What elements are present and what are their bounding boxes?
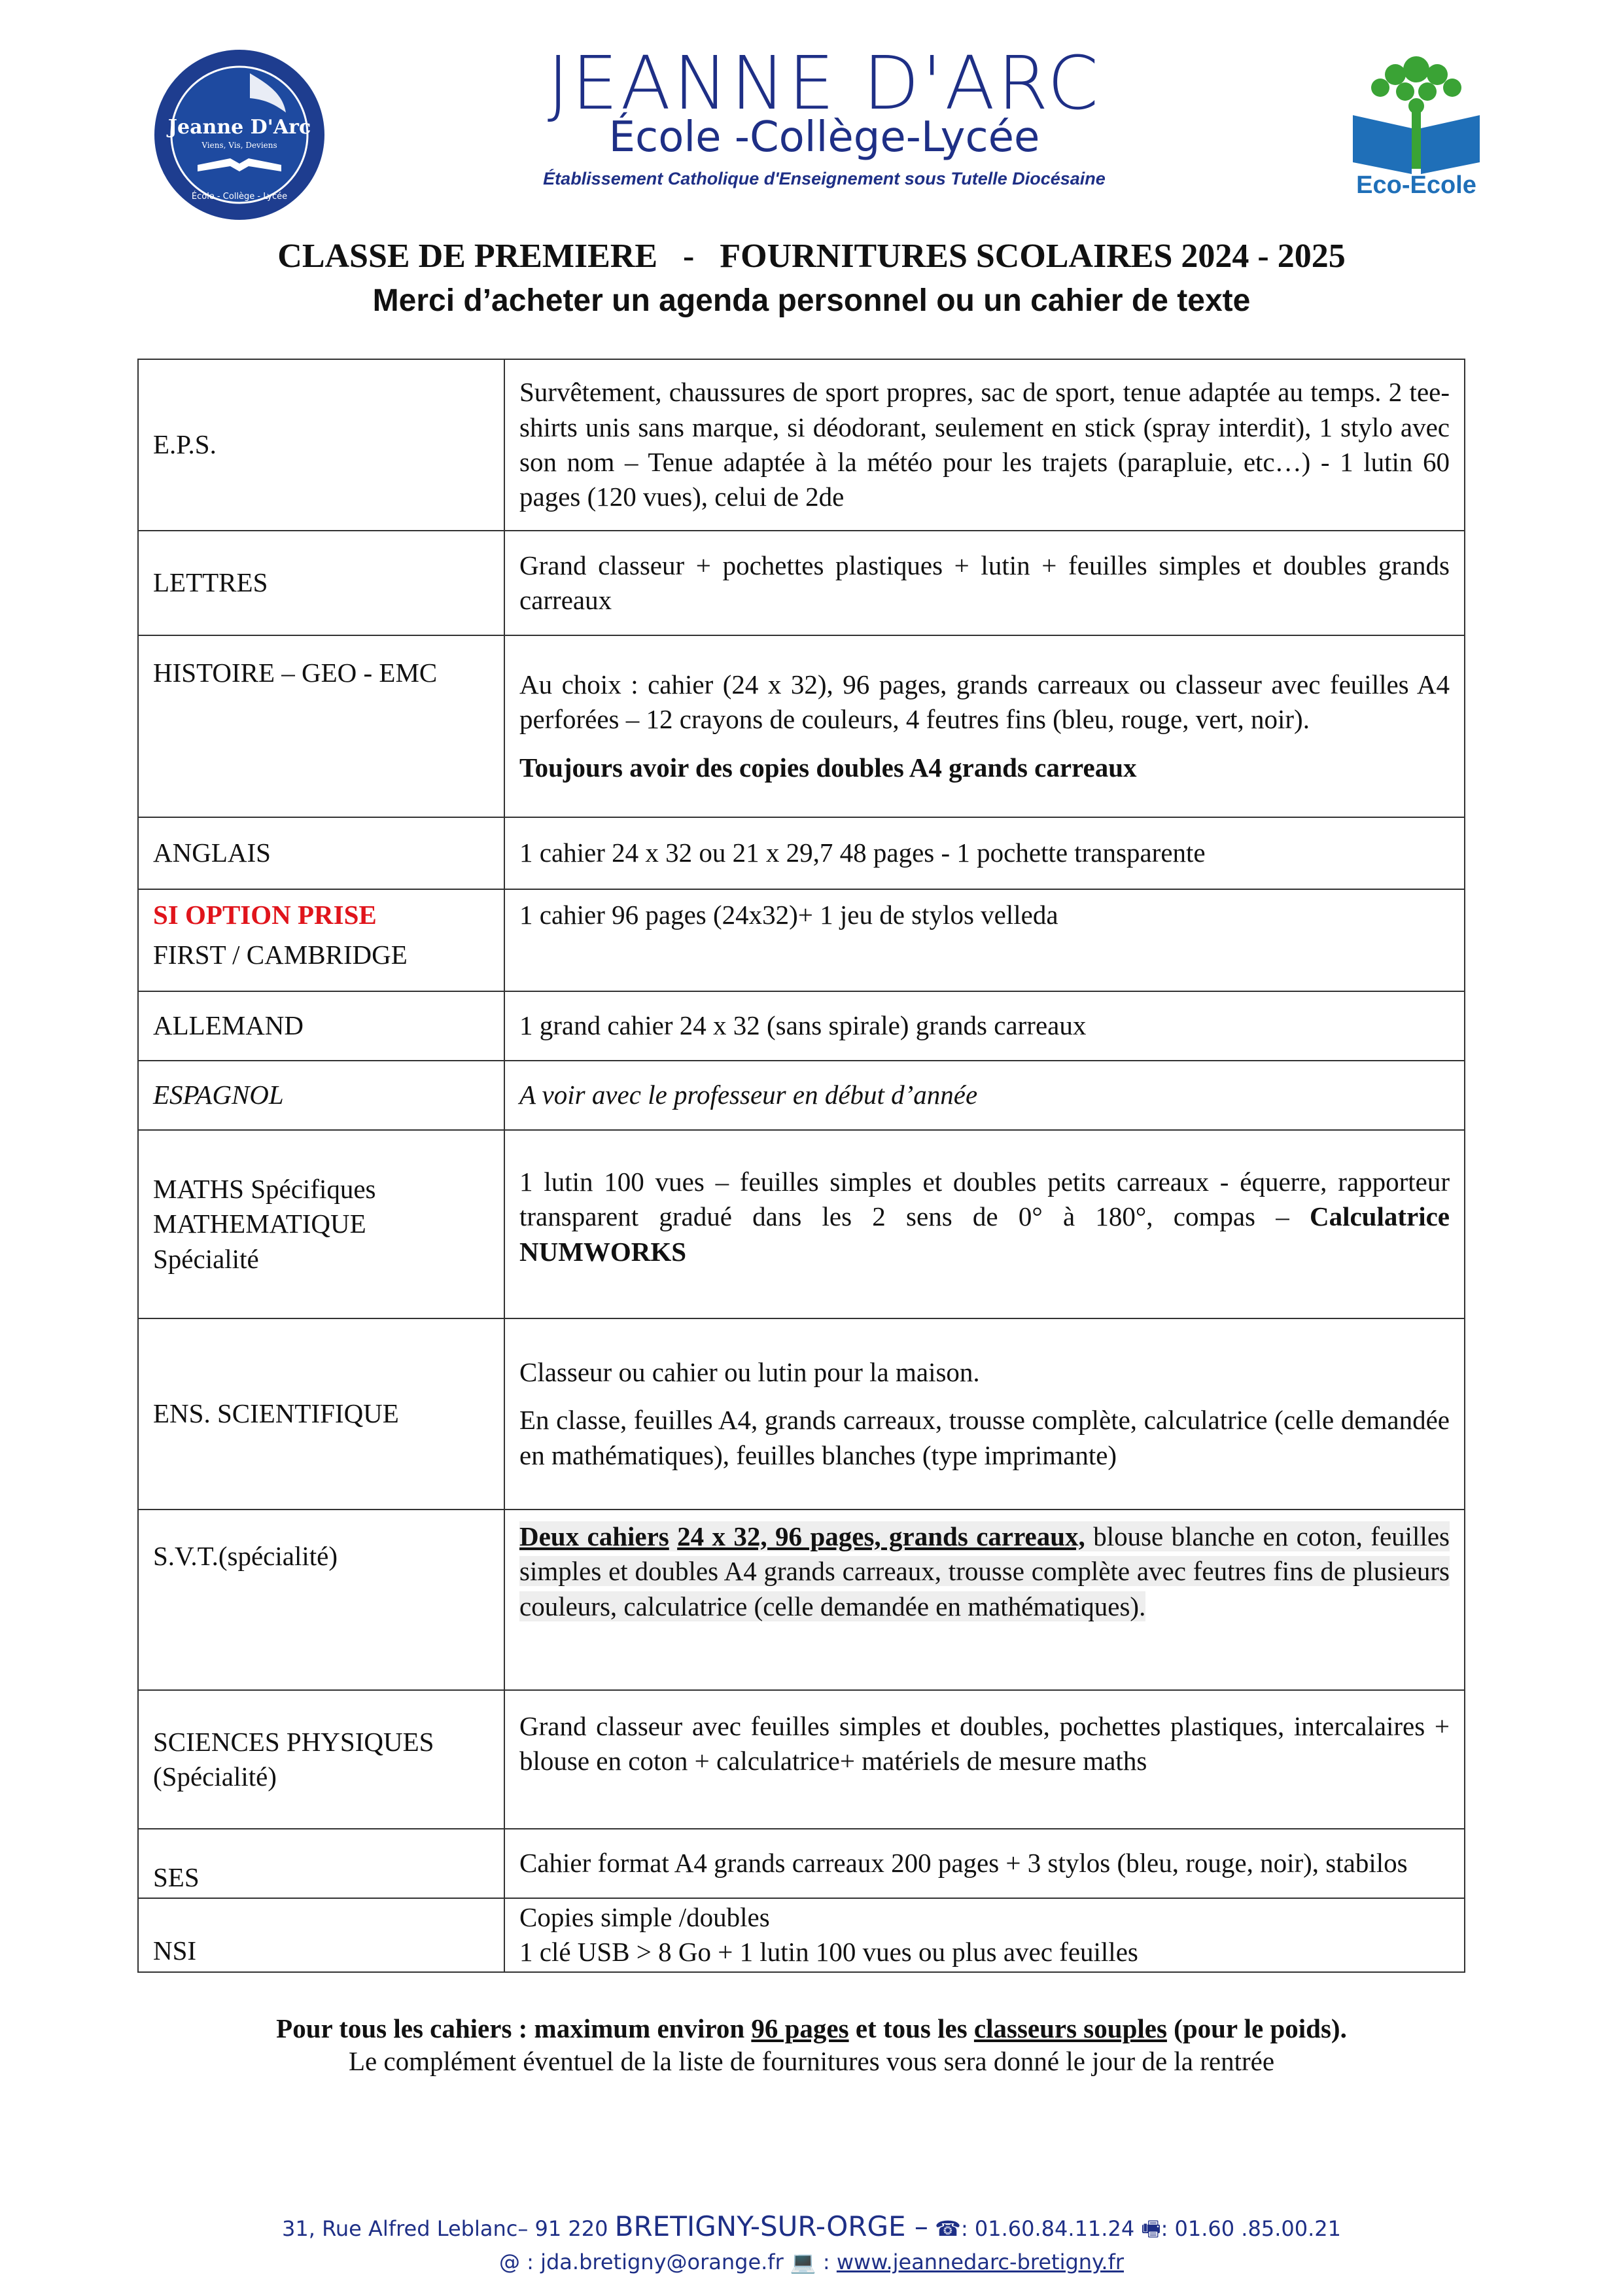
notes-weight: Pour tous les cahiers : maximum environ 96 pages et tous les classeurs souples (pour le poids).: [276, 2013, 1347, 2043]
supplies-cell: Survêtement, chaussures de sport propres, sac de sport, tenue adaptée au temps. 2 tee-shirts unis sans marque, si déodorant, seulement en stick (spray interdit), 1 stylo avec son nom – Tenue adaptée à la météo pour les trajets (parapluie, etc…) - 1 lutin 60 pages (120 vues), celui de 2de: [504, 359, 1465, 531]
supplies-cell: Au choix : cahier (24 x 32), 96 pages, grands carreaux ou classeur avec feuilles A4 perforées – 12 crayons de couleurs, 4 feutres fins (bleu, rouge, vert, noir). Toujours avoir des copies doubles A4 grands carreaux: [504, 635, 1465, 817]
subject-cell: NSI: [138, 1898, 504, 1972]
subject-cell: SES: [138, 1829, 504, 1898]
supplies-cell: A voir avec le professeur en début d’année: [504, 1061, 1465, 1130]
table-row: [138, 889, 1465, 991]
table-row: [138, 1690, 1465, 1829]
supplies-cell: Grand classeur + pochettes plastiques + lutin + feuilles simples et doubles grands carreaux: [504, 531, 1465, 635]
table-row: [138, 991, 1465, 1061]
school-logo: [152, 47, 327, 222]
subject-cell: SI OPTION PRISE FIRST / CAMBRIDGE: [138, 889, 504, 991]
footer-address: 31, Rue Alfred Leblanc– 91 220 BRETIGNY-SUR-ORGE – ☎: 01.60.84.11.24 🖷: 01.60 .85.00.21: [282, 2210, 1341, 2242]
table-row: [138, 1829, 1465, 1898]
phone-icon: ☎: [935, 2216, 961, 2241]
page-title: CLASSE DE PREMIERE - FOURNITURES SCOLAIRES 2024 - 2025: [277, 238, 1346, 275]
school-tagline: Établissement Catholique d'Enseignement sous Tutelle Diocésaine: [543, 169, 1106, 188]
subject-cell: MATHS Spécifiques MATHEMATIQUE Spécialité: [138, 1130, 504, 1318]
table-row: [138, 1061, 1465, 1130]
website-link[interactable]: www.jeannedarc-bretigny.fr: [836, 2250, 1125, 2274]
supplies-cell: Grand classeur avec feuilles simples et doubles, pochettes plastiques, intercalaires + blouse en coton + calculatrice+ matériels de mesure maths: [504, 1690, 1465, 1829]
supplies-cell: Copies simple /doubles 1 clé USB > 8 Go + 1 lutin 100 vues ou plus avec feuilles: [504, 1898, 1465, 1972]
eco-ecole-label: Eco-Ecole: [1356, 171, 1476, 199]
supplies-cell: 1 cahier 96 pages (24x32)+ 1 jeu de stylos velleda: [504, 889, 1465, 991]
computer-icon: 💻: [790, 2250, 816, 2274]
table-row: [138, 1898, 1465, 1972]
table-row: [138, 531, 1465, 635]
subject-cell: SCIENCES PHYSIQUES (Spécialité): [138, 1690, 504, 1829]
table-row: [138, 1510, 1465, 1690]
email-text[interactable]: : jda.bretigny@orange.fr: [527, 2250, 784, 2274]
fax-icon: 🖷: [1141, 2216, 1161, 2241]
supplies-cell: 1 lutin 100 vues – feuilles simples et doubles petits carreaux - équerre, rapporteur transparent gradué dans les 2 sens de 0° à 180°, compas – Calculatrice NUMWORKS: [504, 1130, 1465, 1318]
page-subtitle: Merci d’acheter un agenda personnel ou un cahier de texte: [372, 283, 1251, 318]
supplies-cell: 1 grand cahier 24 x 32 (sans spirale) grands carreaux: [504, 991, 1465, 1061]
subject-cell: LETTRES: [138, 531, 504, 635]
subject-cell: ESPAGNOL: [138, 1061, 504, 1130]
subject-cell: ALLEMAND: [138, 991, 504, 1061]
table-row: [138, 635, 1465, 817]
school-name: JEANNE D'ARC: [547, 41, 1102, 126]
subject-cell: HISTOIRE – GEO - EMC: [138, 635, 504, 817]
supplies-cell: Deux cahiers 24 x 32, 96 pages, grands carreaux, blouse blanche en coton, feuilles simples et doubles A4 grands carreaux, trousse complète avec feutres fins de plusieurs couleurs, calculatrice (celle demandée en mathématiques).: [504, 1510, 1465, 1690]
table-row: [138, 817, 1465, 889]
logo-name: Jeanne D'Arc: [167, 116, 311, 139]
table-row: [138, 359, 1465, 531]
subject-cell: S.V.T.(spécialité): [138, 1510, 504, 1690]
supplies-cell: Classeur ou cahier ou lutin pour la maison. En classe, feuilles A4, grands carreaux, trousse complète, calculatrice (celle demandée en mathématiques), feuilles blanches (type imprimante): [504, 1318, 1465, 1510]
supplies-cell: 1 cahier 24 x 32 ou 21 x 29,7 48 pages - 1 pochette transparente: [504, 817, 1465, 889]
notes-complement: Le complément éventuel de la liste de fournitures vous sera donné le jour de la rentrée: [348, 2046, 1275, 2076]
footer-contact: @ : jda.bretigny@orange.fr 💻 : www.jeannedarc-bretigny.fr: [498, 2250, 1125, 2274]
logo-ring-text: École - Collège - Lycée: [191, 192, 288, 202]
supplies-cell: Cahier format A4 grands carreaux 200 pages + 3 stylos (bleu, rouge, noir), stabilos: [504, 1829, 1465, 1898]
subject-cell: ANGLAIS: [138, 817, 504, 889]
table-row: [138, 1130, 1465, 1318]
subject-cell: E.P.S.: [138, 359, 504, 531]
table-row: [138, 1318, 1465, 1510]
supplies-table: [137, 359, 1465, 1973]
school-subtitle: École -Collège-Lycée: [608, 113, 1040, 162]
email-icon: @: [498, 2250, 520, 2274]
logo-motto: Viens, Vis, Deviens: [201, 141, 277, 150]
option-label: SI OPTION PRISE: [153, 900, 377, 930]
subject-cell: ENS. SCIENTIFIQUE: [138, 1318, 504, 1510]
